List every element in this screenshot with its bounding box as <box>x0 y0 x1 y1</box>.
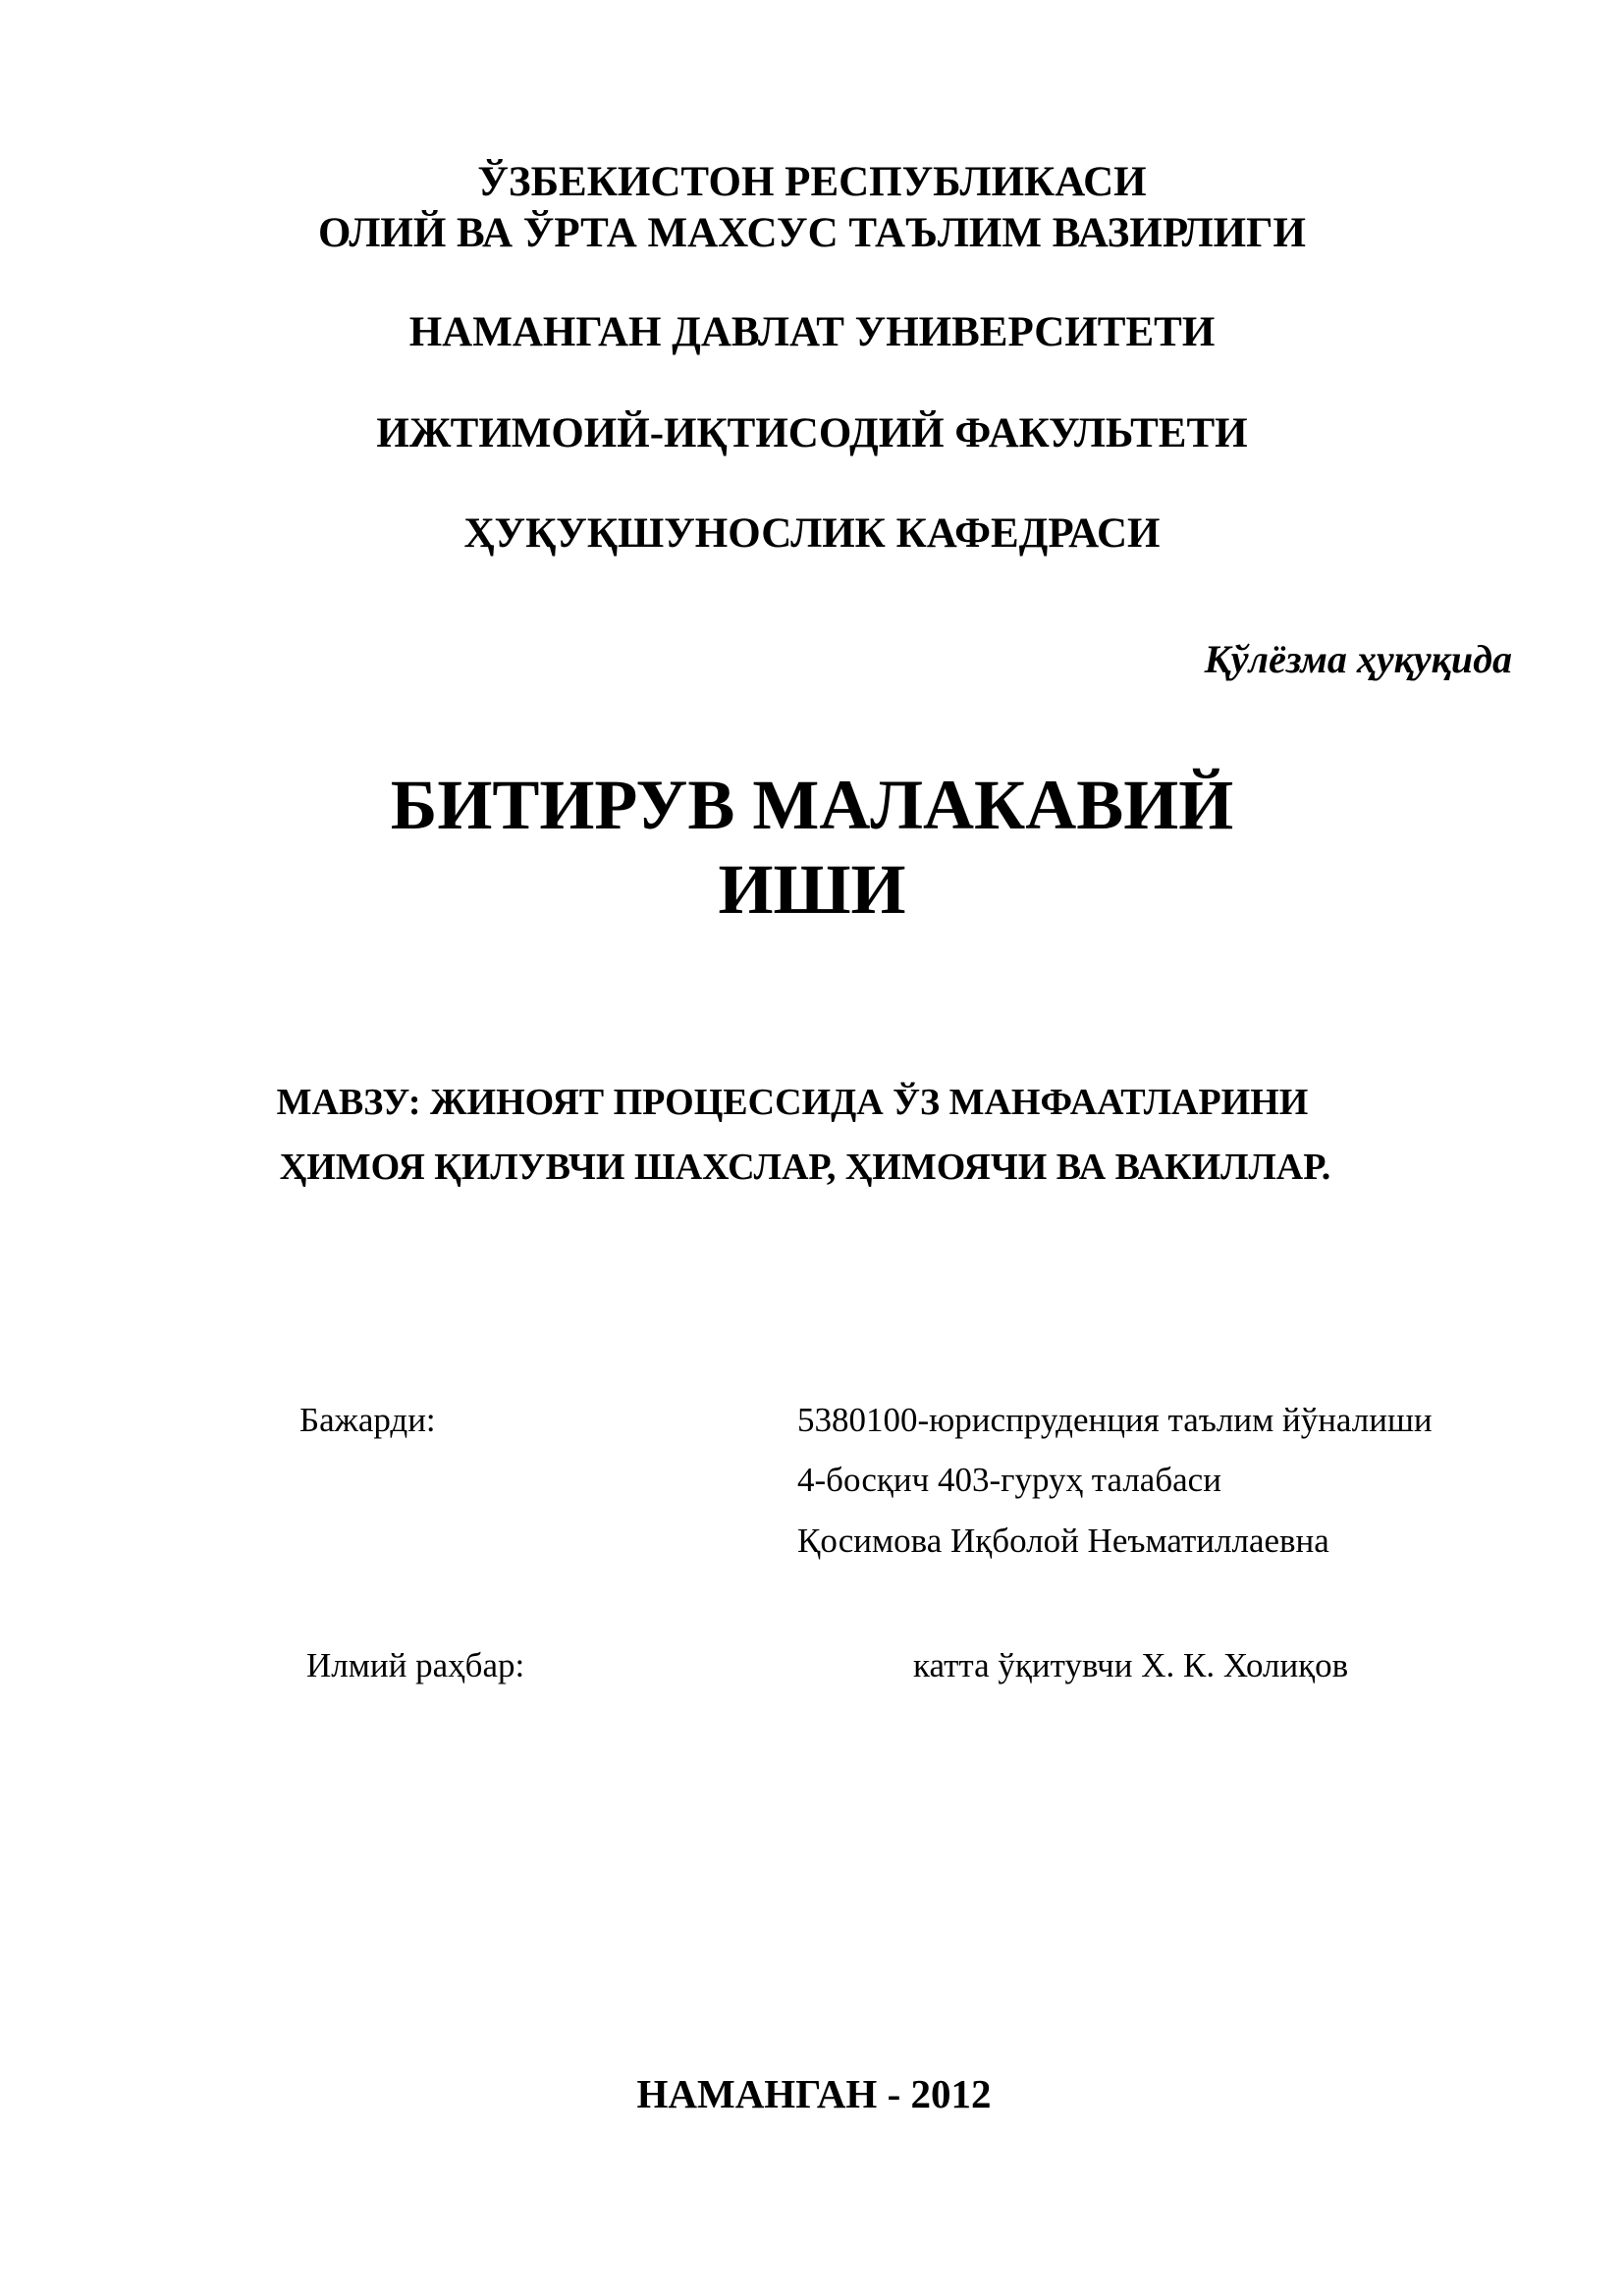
country-heading: ЎЗБЕКИСТОН РЕСПУБЛИКАСИ <box>477 159 1147 205</box>
subject-line1: МАВЗУ: ЖИНОЯТ ПРОЦЕССИДА ЎЗ МАНФААТЛАРИНИ <box>276 1082 1309 1123</box>
supervisor-label: Илмий раҳбар: <box>306 1646 525 1684</box>
faculty-heading: ИЖТИМОИЙ-ИҚТИСОДИЙ ФАКУЛЬТЕТИ <box>376 410 1248 456</box>
place-year: НАМАНГАН - 2012 <box>636 2071 992 2116</box>
document-title-line2: ИШИ <box>718 850 906 929</box>
subject-line2: ҲИМОЯ ҚИЛУВЧИ ШАХСЛАР, ҲИМОЯЧИ ВА ВАКИЛЛАР. <box>279 1147 1331 1188</box>
department-heading: ҲУҚУҚШУНОСЛИК КАФЕДРАСИ <box>463 510 1161 557</box>
ministry-heading: ОЛИЙ ВА ЎРТА МАХСУС ТАЪЛИМ ВАЗИРЛИГИ <box>318 210 1306 256</box>
supervisor-name: катта ўқитувчи Х. К. Холиқов <box>913 1646 1349 1684</box>
manuscript-note: Қўлёзма ҳуқуқида <box>1204 637 1512 681</box>
document-title-line1: БИТИРУВ МАЛАКАВИЙ <box>390 766 1234 844</box>
university-heading: НАМАНГАН ДАВЛАТ УНИВЕРСИТЕТИ <box>408 309 1216 355</box>
author-name: Қосимова Иқболой Неъматиллаевна <box>797 1522 1329 1560</box>
author-program: 5380100-юриспруденция таълим йўналиши <box>797 1401 1433 1439</box>
author-label: Бажарди: <box>299 1401 436 1439</box>
author-group: 4-босқич 403-гуруҳ талабаси <box>797 1461 1221 1499</box>
